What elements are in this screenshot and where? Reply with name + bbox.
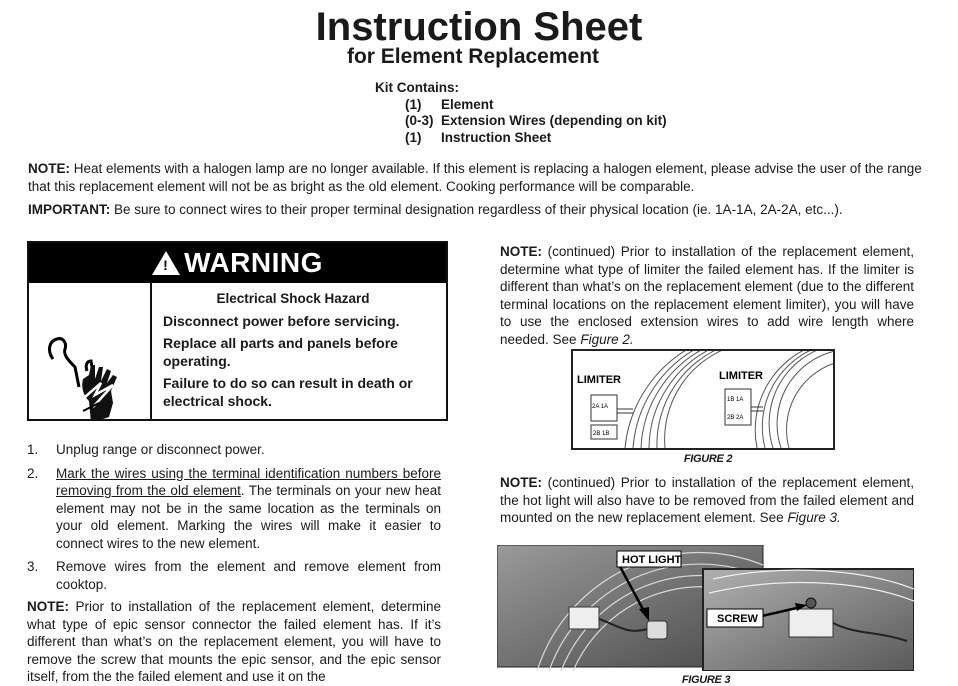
shock-hazard-icon	[29, 283, 152, 419]
kit-item-label: Element	[441, 96, 494, 112]
page-subtitle: for Element Replacement	[346, 45, 600, 68]
step-item	[27, 558, 441, 593]
step-number: 2.	[27, 465, 39, 481]
note-label: NOTE:	[28, 161, 70, 176]
terminal-label: 2B 1B	[593, 431, 610, 437]
hot-light-label: HOT LIGHT	[622, 554, 682, 566]
screw-label: SCREW	[717, 613, 758, 625]
warning-box	[27, 241, 448, 421]
kit-item	[375, 113, 667, 130]
kit-item	[375, 130, 667, 147]
important-note	[28, 201, 928, 219]
kit-item-qty: (0-3)	[405, 113, 434, 128]
step-text: Remove wires from the element and remove element from cooktop.	[56, 559, 441, 592]
note-text: Prior to installation of the replacement element, determine what type of epic sensor connector the failed element has. If it’s different than what’s on the replacement element, you will have to remove the screw that mounts the epic sensor, and the epic sensor itself, from the the failed element and use it on the	[27, 599, 441, 684]
warning-text	[163, 290, 443, 414]
hazard-title: Electrical Shock Hazard	[216, 291, 370, 306]
figure-2-caption: FIGURE 2	[683, 453, 733, 465]
note-text: Heat elements with a halogen lamp are no longer available. If this element is replacing a halogen element, please advise the user of the range that this replacement element will not be as bright as the old element. Cooking performance will be comparable.	[28, 161, 922, 194]
limiter-note	[500, 243, 914, 348]
terminal-label: 2B 2A	[727, 415, 744, 421]
limiter-label-left: LIMITER	[577, 374, 621, 386]
warning-line: Failure to do so can result in death or electrical shock.	[163, 375, 413, 409]
step-text: Unplug range or disconnect power.	[56, 442, 265, 457]
figure-reference: Figure 3.	[787, 510, 841, 525]
warning-line: Disconnect power before servicing.	[163, 313, 400, 329]
halogen-note	[28, 160, 928, 195]
warning-line: Replace all parts and panels before operating.	[163, 335, 398, 369]
step-number: 3.	[27, 559, 39, 574]
note-text: (continued) Prior to installation of the replacement element, determine what type of limiter the failed element has. If the limiter is different than what’s on the replacement element (due to the different terminal locations on the replacement element limiter), you will have to use the enclosed extension wires to add wire length where needed. See	[500, 244, 914, 347]
kit-item-qty: (1)	[405, 129, 422, 145]
figure-3-photos	[497, 545, 914, 671]
important-text: Be sure to connect wires to their proper terminal designation regardless of their physical location (ie. 1A-1A, 2A-2A, etc...).	[110, 202, 843, 217]
step-item	[27, 465, 441, 553]
limiter-label-right: LIMITER	[719, 370, 763, 382]
epic-sensor-note	[27, 598, 441, 686]
kit-item-qty: (1)	[405, 96, 422, 112]
step-text: Mark the wires using the terminal identification numbers before removing from the old element. The terminals on your new heat element may not be in the same location as the terminals on your old element. Marking the wires will make it easier to connect wires to the new element.	[56, 465, 441, 551]
kit-contents	[375, 80, 667, 146]
note-text: (continued) Prior to installation of the replacement element, the hot light will also have to be removed from the failed element and mounted on the new replacement element. See	[500, 475, 914, 525]
figure-reference: Figure 2.	[580, 331, 634, 347]
note-label: NOTE:	[27, 599, 69, 614]
hot-light-note	[500, 474, 914, 527]
kit-item-label: Extension Wires (depending on kit)	[441, 113, 667, 128]
step-number: 1.	[27, 442, 39, 457]
kit-item-label: Instruction Sheet	[441, 129, 552, 145]
alert-triangle-icon: !	[152, 251, 180, 275]
warning-title: WARNING	[184, 247, 323, 278]
terminal-label: 2A 1A	[592, 404, 609, 410]
step-item	[27, 441, 441, 459]
figure-3-caption: FIGURE 3	[681, 674, 731, 686]
figure-2-limiter-diagram	[571, 349, 835, 450]
kit-heading: Kit Contains:	[375, 80, 459, 95]
important-label: IMPORTANT:	[28, 202, 111, 217]
page-title: Instruction Sheet	[315, 5, 643, 49]
note-label: NOTE:	[500, 475, 542, 490]
kit-item	[375, 97, 667, 114]
note-label: NOTE:	[500, 244, 542, 259]
terminal-label: 1B 1A	[727, 397, 744, 403]
steps-list	[27, 441, 441, 599]
warning-header	[29, 243, 446, 283]
